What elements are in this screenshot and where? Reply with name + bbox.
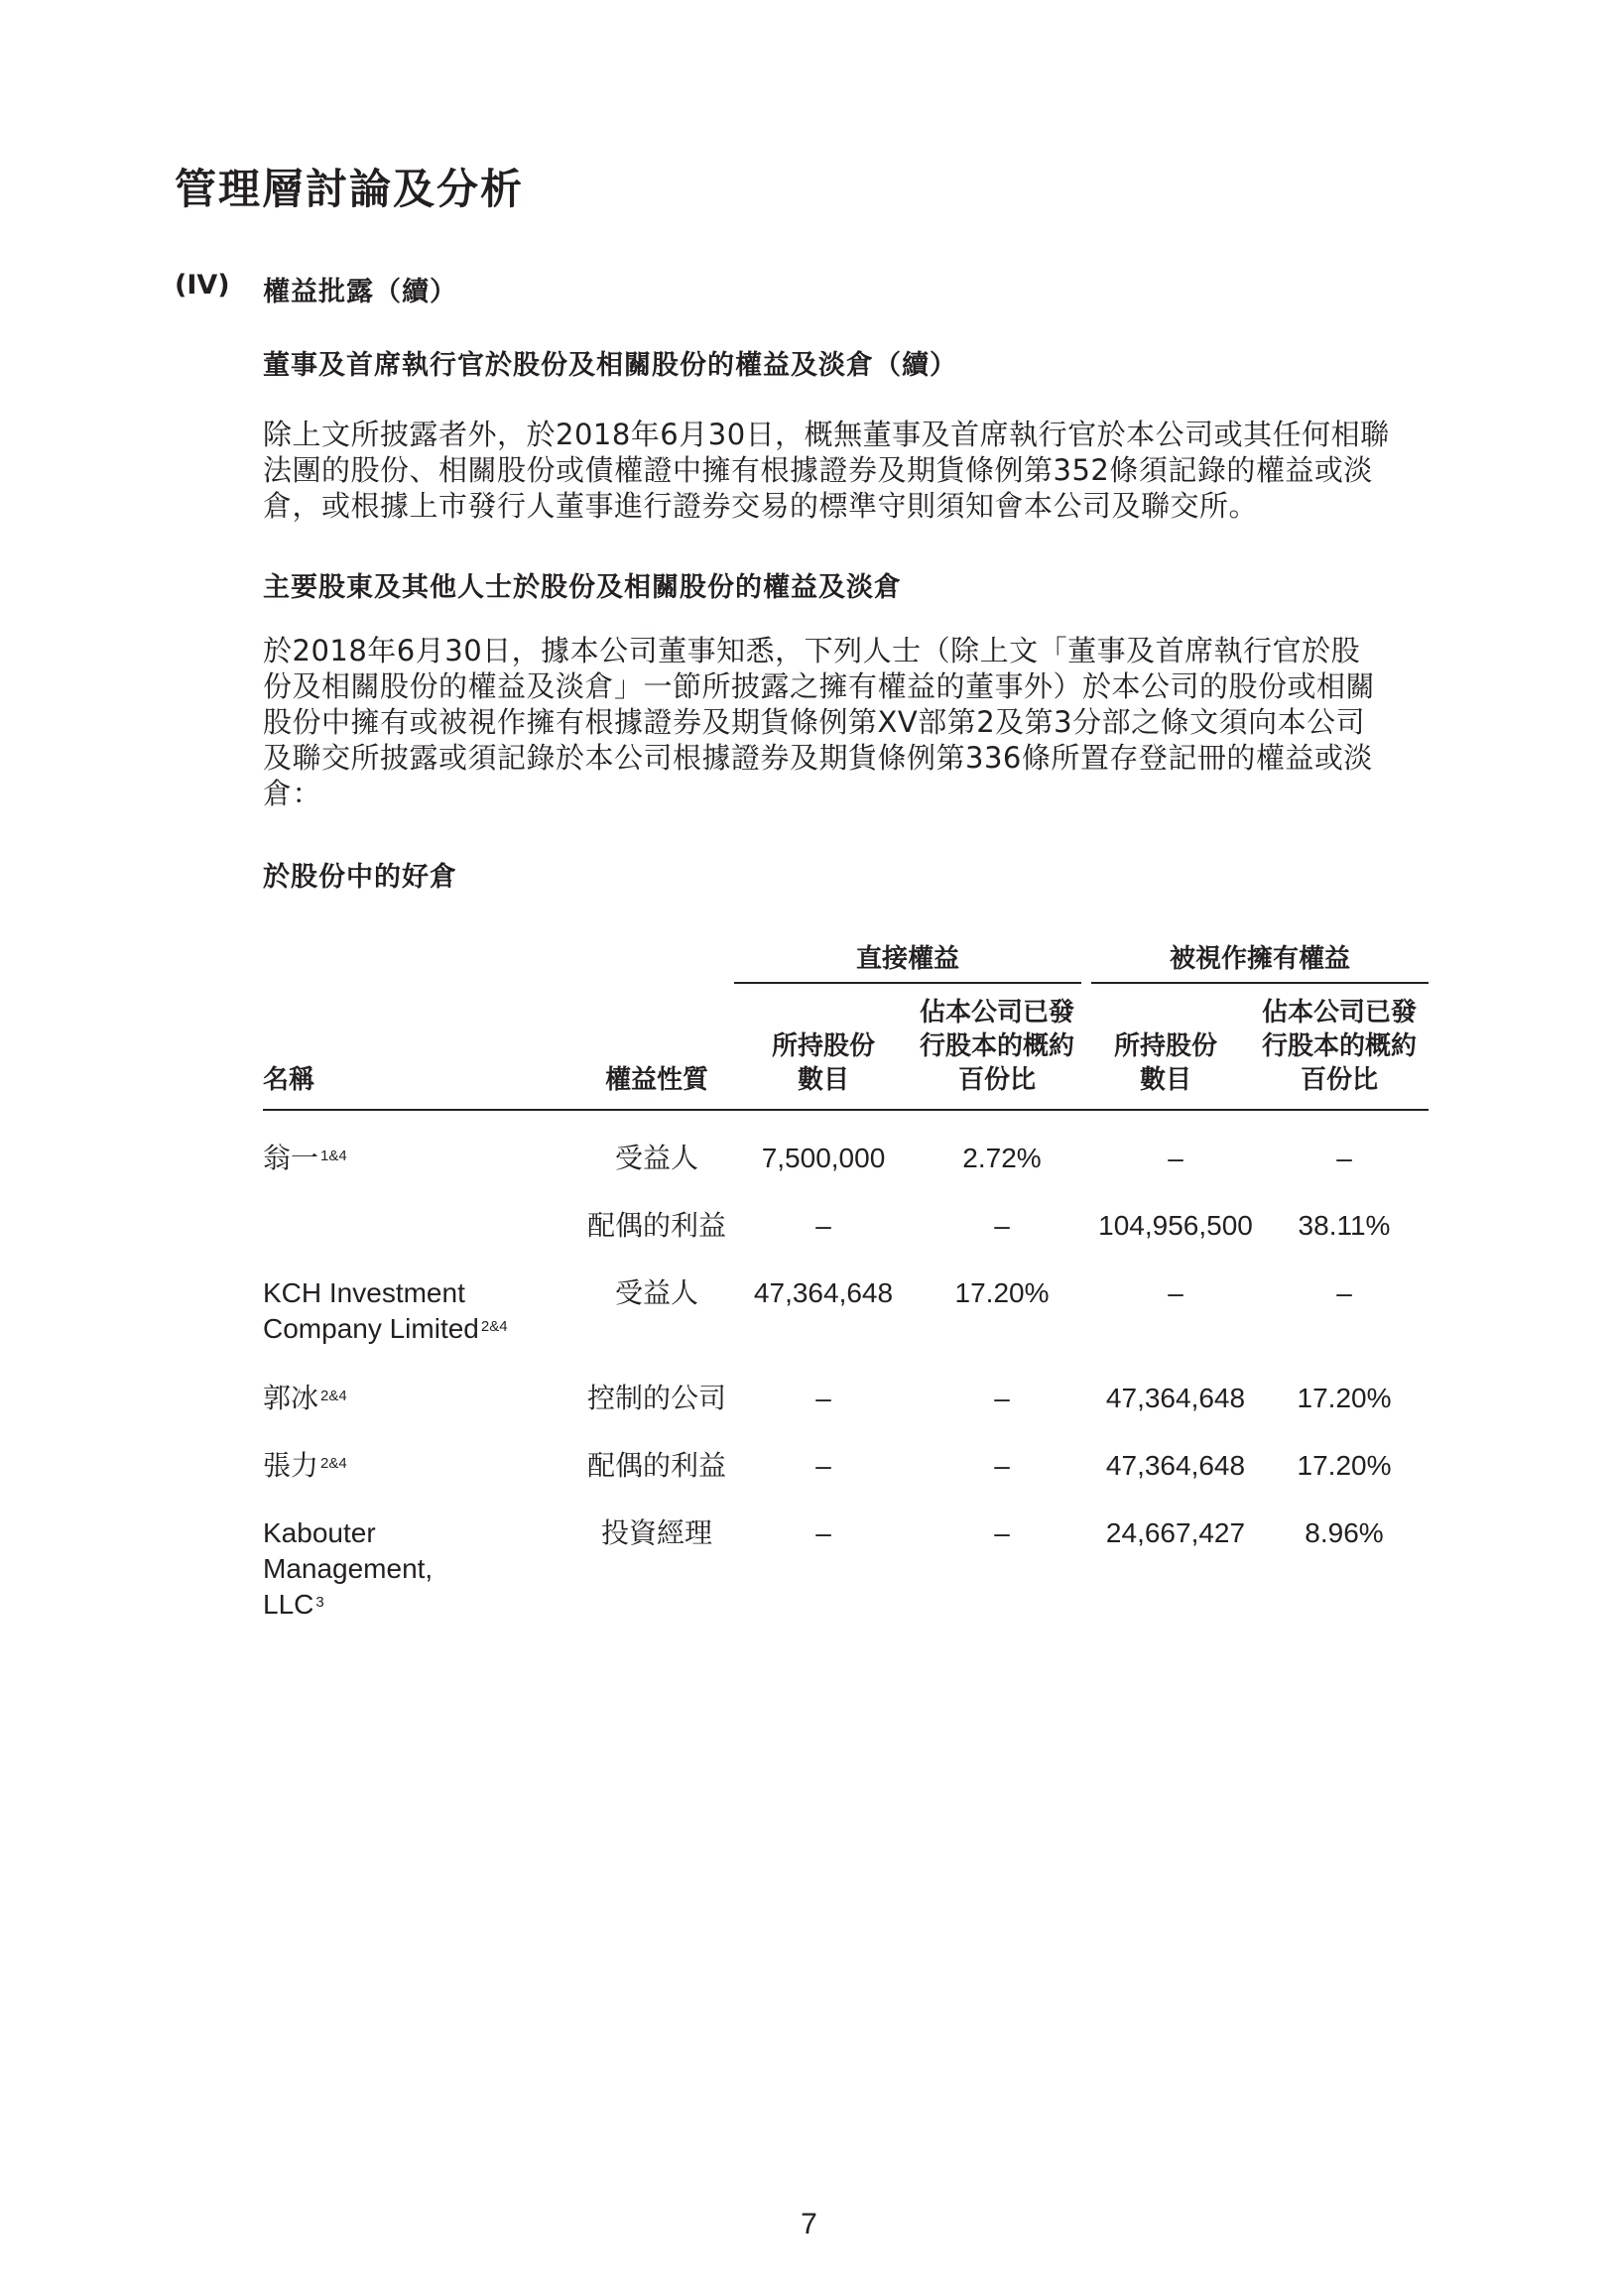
row-deemed-shares: 47,364,648 [1105,1450,1246,1481]
row-name: 翁一 $^{1\&4}$ [263,1143,347,1173]
row-direct-shares: – [815,1210,831,1241]
row-nature: 控制的公司 [586,1383,726,1413]
group-header-deemed: 被視作擁有權益 [1169,944,1350,974]
row-deemed-pct: – [1336,1277,1352,1308]
row-name: Kabouter Management, LLC $^3$ [263,1517,434,1620]
col-header-nature: 權益性質 [604,1065,708,1095]
row-deemed-pct: 17.20% [1297,1450,1392,1481]
row-direct-shares: 7,500,000 [761,1143,886,1173]
row-direct-pct: – [994,1210,1010,1241]
row-deemed-shares: 104,956,500 [1098,1210,1253,1241]
row-nature: 配偶的利益 [586,1450,726,1481]
row-direct-shares: – [815,1450,831,1481]
footnote-marker: 3 [315,1594,324,1611]
paragraph-line: 倉，或根據上市發行人董事進行證券交易的標準守則須知會本公司及聯交所。 [263,489,1259,523]
header-rule [263,1109,1429,1111]
page-title: 管理層討論及分析 [175,165,525,213]
row-name: KCH Investment Company Limited $^{2\&4}$ [263,1277,508,1344]
substantial-paragraph [263,633,1433,811]
row-deemed-pct: 8.96% [1305,1517,1384,1548]
footnote-marker: 2&4 [480,1318,508,1335]
row-nature: 受益人 [614,1277,698,1308]
row-direct-pct: 2.72% [962,1143,1042,1173]
group-header-direct: 直接權益 [855,944,959,974]
paragraph-line: 股份中擁有或被視作擁有根據證券及期貨條例第XV部第2及第3分部之條文須向本公司 [263,705,1366,739]
row-deemed-shares: – [1168,1143,1183,1173]
row-deemed-shares: – [1168,1277,1183,1308]
row-deemed-pct: 38.11% [1298,1210,1391,1241]
paragraph-line: 倉： [263,777,322,810]
row-direct-shares: – [815,1383,831,1413]
paragraph-line: 於2018年6月30日，據本公司董事知悉，下列人士（除上文「董事及首席執行官於股 [263,634,1361,667]
row-direct-pct: 17.20% [954,1277,1050,1308]
group-rule-deemed [1091,982,1429,984]
col-header-name: 名稱 [263,1065,315,1095]
footnote-marker: 2&4 [320,1388,347,1404]
directors-paragraph [263,417,1433,524]
col-header-direct-pct: 佔本公司已發 行股本的概約 百份比 [919,998,1074,1095]
paragraph-line: 法團的股份、相關股份或債權證中擁有根據證券及期貨條例第352條須記錄的權益或淡 [263,453,1373,487]
long-position-heading: 於股份中的好倉 [263,862,457,893]
row-direct-shares: – [815,1517,831,1548]
row-name: 張力 $^{2\&4}$ [263,1450,347,1481]
row-nature: 投資經理 [600,1517,712,1548]
row-nature: 受益人 [614,1143,698,1173]
footnote-marker: 2&4 [320,1455,347,1472]
paragraph-line: 及聯交所披露或須記錄於本公司根據證券及期貨條例第336條所置存登記冊的權益或淡 [263,741,1373,775]
row-direct-shares: 47,364,648 [753,1277,894,1308]
paragraph-line: 份及相關股份的權益及淡倉」一節所披露之擁有權益的董事外）於本公司的股份或相關 [263,669,1376,703]
section-number: (IV) [175,270,230,301]
group-rule-direct [734,982,1081,984]
row-deemed-shares: 24,667,427 [1105,1517,1246,1548]
row-deemed-pct: 17.20% [1297,1383,1392,1413]
substantial-heading: 主要股東及其他人士於股份及相關股份的權益及淡倉 [263,572,902,603]
section-title: 權益批露（續） [263,277,457,307]
row-direct-pct: – [994,1450,1010,1481]
directors-heading: 董事及首席執行官於股份及相關股份的權益及淡倉（續） [263,350,957,381]
row-name: 郭冰 $^{2\&4}$ [263,1383,347,1413]
col-header-deemed-pct: 佔本公司已發 行股本的概約 百份比 [1261,998,1417,1095]
paragraph-line: 除上文所披露者外，於2018年6月30日，概無董事及首席執行官於本公司或其任何相聯 [263,418,1390,451]
page-number: 7 [801,2208,817,2240]
col-header-deemed-shares: 所持股份 數目 [1113,1031,1217,1095]
row-deemed-pct: – [1336,1143,1352,1173]
row-direct-pct: – [994,1383,1010,1413]
row-deemed-shares: 47,364,648 [1105,1383,1246,1413]
footnote-marker: 1&4 [320,1148,347,1164]
row-direct-pct: – [994,1517,1010,1548]
col-header-direct-shares: 所持股份 數目 [771,1031,875,1095]
row-nature: 配偶的利益 [586,1210,726,1241]
